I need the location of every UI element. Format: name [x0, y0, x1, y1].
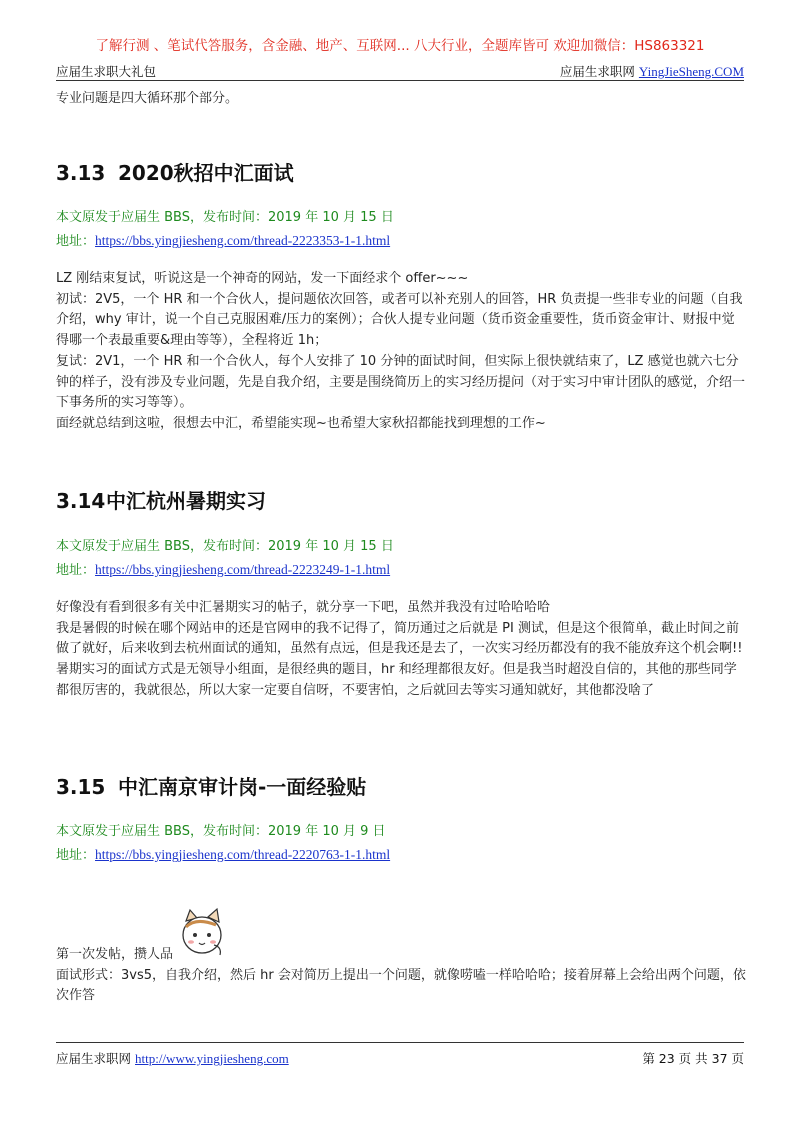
section-body-3-13 — [56, 269, 746, 435]
page-number: 第 23 页 共 37 页 — [642, 1051, 744, 1066]
section-number: 3.15 — [56, 775, 106, 799]
address-label: 地址： — [56, 563, 96, 578]
section-title: 2020秋招中汇面试 — [118, 161, 294, 185]
thread-link[interactable]: https://bbs.yingjiesheng.com/thread-2223249-1-1.html — [95, 562, 391, 577]
address-label: 地址： — [56, 848, 96, 863]
body-paragraph: 初试：2V5，一个 HR 和一个合伙人，提问题依次回答，或者可以补充别人的回答，HR 负责提一些非专业的问题（自我介绍，why 审计，说一个自己克服困难/压力的案例）；合伙人提专业问题（货币资金重要性，货币资金审计、财报中觉得哪一个表最重要&理由等等），全程将近 1h； — [56, 291, 743, 349]
section-heading-3-13 — [56, 157, 294, 186]
header-right — [560, 62, 744, 80]
section-number: 3.13 — [56, 161, 106, 185]
page-footer — [56, 1049, 744, 1067]
footer-left-prefix: 应届生求职网 — [56, 1051, 132, 1066]
section-body-3-15 — [56, 945, 746, 1007]
source-line: 本文原发于应届生 BBS，发布时间：2019 年 10 月 15 日 — [56, 210, 394, 225]
body-paragraph: 我是暑假的时候在哪个网站申的还是官网申的我不记得了，简历通过之后就是 PI 测试，但是这个很简单，截止时间之前做了就好，后来收到去杭州面试的通知，虽然有点远，但是我还是去了，一次实习经历都没有的我不能放弃这个机会啊!! 暑期实习的面试方式是无领导小组面，是很经典的题目，hr 和经理都很友好。但是我当时超没自信的，其他的那些同学都很厉害的，我就很怂，所以大家一定要自信呀，不要害怕，之后就回去等实习通知就好，其他都没啥了 — [56, 620, 743, 698]
section-heading-3-15 — [56, 771, 366, 800]
header-left-title: 应届生求职大礼包 — [56, 64, 157, 79]
section-heading-3-14 — [56, 485, 266, 514]
address-line — [56, 229, 394, 253]
body-paragraph: 第一次发帖，攒人品 — [56, 947, 174, 962]
header-rule — [56, 80, 744, 81]
body-paragraph: LZ 刚结束复试，听说这是一个神奇的网站，发一下面经求个 offer~~~ — [56, 271, 469, 286]
source-line: 本文原发于应届生 BBS，发布时间：2019 年 10 月 15 日 — [56, 539, 394, 554]
section-body-3-14 — [56, 598, 746, 702]
body-paragraph: 面试形式：3vs5，自我介绍，然后 hr 会对简历上提出一个问题，就像唠嗑一样哈哈哈；接着屏幕上会给出两个问题，依次作答 — [56, 967, 746, 1004]
promo-banner: 了解行测 、笔试代答服务，含金融、地产、互联网... 八大行业，全题库皆可 欢迎加微信：HS863321 — [95, 38, 705, 54]
section-number: 3.14 — [56, 489, 106, 513]
section-source-3-15 — [56, 820, 390, 867]
section-title: 中汇南京审计岗-一面经验贴 — [118, 775, 367, 799]
address-line — [56, 843, 390, 867]
address-label: 地址： — [56, 234, 96, 249]
address-line — [56, 558, 394, 582]
header-site-link[interactable]: YingJieSheng.COM — [638, 64, 744, 79]
thread-link[interactable]: https://bbs.yingjiesheng.com/thread-2223353-1-1.html — [95, 233, 391, 248]
section-source-3-14 — [56, 535, 394, 582]
section-source-3-13 — [56, 206, 394, 253]
footer-site-link[interactable]: http://www.yingjiesheng.com — [135, 1051, 289, 1066]
source-line: 本文原发于应届生 BBS，发布时间：2019 年 10 月 9 日 — [56, 824, 386, 839]
section-title: 中汇杭州暑期实习 — [106, 489, 266, 513]
body-paragraph: 复试：2V1，一个 HR 和一个合伙人，每个人安排了 10 分钟的面试时间，但实际上很快就结束了，LZ 感觉也就六七分钟的样子，没有涉及专业问题，先是自我介绍，主要是围绕简历上的实习经历提问（对于实习中审计团队的感觉，介绍一下事务所的实习等等）。 — [56, 353, 746, 411]
thread-link[interactable]: https://bbs.yingjiesheng.com/thread-2220763-1-1.html — [95, 847, 391, 862]
header-right-prefix: 应届生求职网 — [559, 64, 635, 79]
body-paragraph: 面经就总结到这啦，很想去中汇，希望能实现~也希望大家秋招都能找到理想的工作~ — [56, 415, 546, 431]
intro-text: 专业问题是四大循环那个部分。 — [56, 91, 239, 106]
body-paragraph: 好像没有看到很多有关中汇暑期实习的帖子，就分享一下吧，虽然并我没有过哈哈哈哈 — [56, 600, 551, 615]
page-header — [56, 62, 744, 80]
footer-rule — [56, 1042, 744, 1043]
